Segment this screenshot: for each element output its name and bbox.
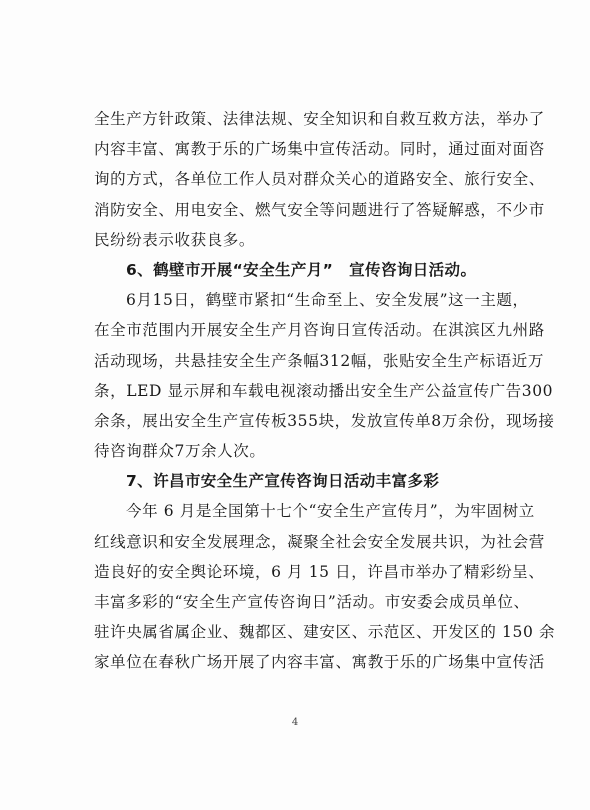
- section-heading: 7、许昌市安全生产宣传咨询日活动丰富多彩: [126, 472, 440, 491]
- paragraph-line: 家单位在春秋广场开展了内容丰富、寓教于乐的广场集中宣传活: [94, 653, 545, 672]
- paragraph-line: 造良好的安全舆论环境，6 月 15 日，许昌市举办了精彩纷呈、: [94, 562, 545, 581]
- paragraph-line: 内容丰富、寓教于乐的广场集中宣传活动。同时，通过面对面咨: [94, 140, 545, 159]
- paragraph-line: 活动现场，共悬挂安全生产条幅312幅，张贴安全生产标语近万: [94, 351, 544, 370]
- page-body: [94, 104, 556, 678]
- paragraph-line: 驻许央属省属企业、魏都区、建安区、示范区、开发区的 150 余: [94, 623, 556, 642]
- paragraph-line: 民纷纷表示收获良多。: [94, 230, 256, 249]
- section-heading: 6、鹤壁市开展“安全生产月” 宣传咨询日活动。: [126, 260, 477, 279]
- paragraph-line: 消防安全、用电安全、燃气安全等问题进行了答疑解惑，不少市: [94, 200, 545, 219]
- paragraph-line: 今年 6 月是全国第十七个“安全生产宣传月”，为牢固树立: [126, 502, 535, 521]
- paragraph-line: 余条，展出安全生产宣传板355块，发放宣传单8万余份，现场接: [94, 411, 555, 430]
- paragraph-line: 红线意识和安全发展理念，凝聚全社会安全发展共识，为社会营: [94, 532, 545, 551]
- paragraph-line: 询的方式，各单位工作人员对群众关心的道路安全、旅行安全、: [94, 170, 545, 189]
- paragraph-line: 全生产方针政策、法律法规、安全知识和自救互救方法，举办了: [94, 110, 545, 128]
- paragraph-line: 6月15日，鹤壁市紧扣“生命至上、安全发展”这一主题，: [126, 291, 529, 310]
- paragraph-line: 条，LED 显示屏和车载电视滚动播出安全生产公益宣传广告300: [94, 381, 554, 400]
- paragraph-line: 丰富多彩的“安全生产宣传咨询日”活动。市安委会成员单位、: [94, 593, 530, 611]
- paragraph-line: 待咨询群众7万余人次。: [94, 442, 266, 461]
- paragraph-line: 在全市范围内开展安全生产月咨询日宣传活动。在淇滨区九州路: [94, 321, 545, 340]
- page-number: 4: [291, 717, 299, 728]
